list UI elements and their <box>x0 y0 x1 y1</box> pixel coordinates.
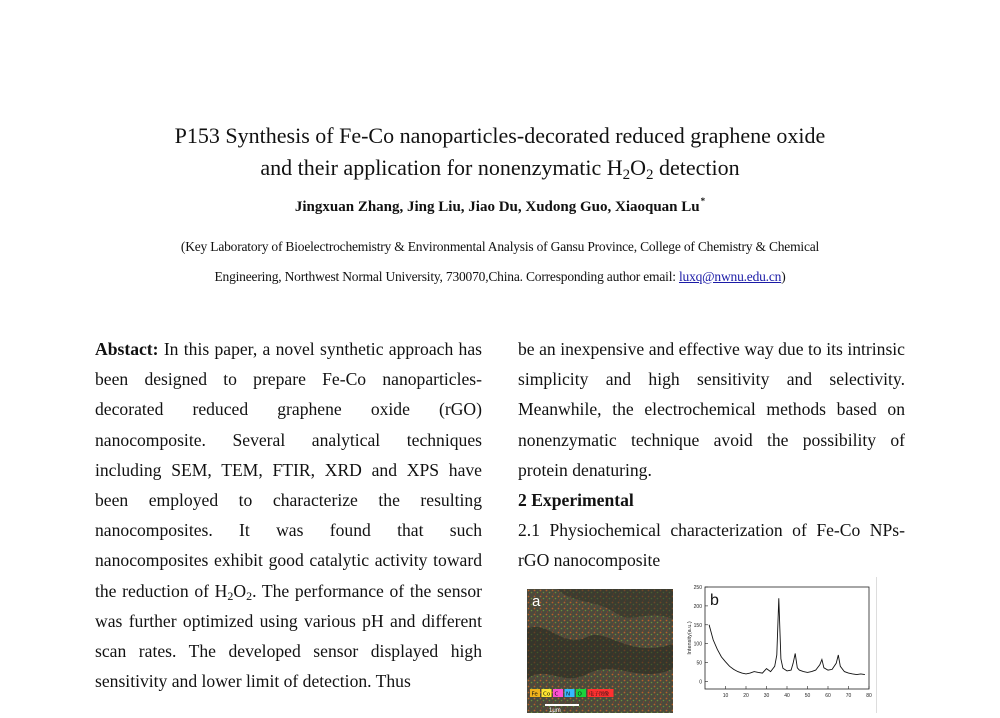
y-axis-label: Intensity(a.u.) <box>687 621 693 655</box>
oxygen-symbol: O <box>233 580 247 601</box>
affiliation-close: ) <box>781 269 786 284</box>
legend-label: N <box>566 691 571 698</box>
corresponding-mark: * <box>700 196 706 206</box>
subscript: 2 <box>246 588 253 603</box>
title-line-1: P153 Synthesis of Fe-Co nanoparticles-decorated reduced graphene oxide <box>174 123 826 148</box>
panel-label-a: a <box>532 593 541 610</box>
abstract-label: Abstact: <box>95 339 159 359</box>
affiliation-line-2 <box>0 262 1000 292</box>
x-tick-label: 70 <box>845 693 852 699</box>
title-subscript: 2 <box>622 167 631 183</box>
abstract-text-1: In this paper, a novel synthetic approach has been designed to prepare Fe-Co nanoparticles-decorated reduced graphene oxide (rGO) nanocomposite. Several analytical techniques including SEM, TEM, FTIR, XRD and XPS have been employed to characterize the resulting nanocomposites. It was found that such nanocomposites exhibit good catalytic activity toward the reduction of H <box>95 339 482 601</box>
sem-image-panel <box>527 589 673 713</box>
subsection-heading: 2.1 Physiochemical characterization of Fe-Co NPs-rGO nanocomposite <box>518 520 905 571</box>
xrd-series-line <box>709 598 865 674</box>
title-line-2 <box>0 152 1000 184</box>
y-tick-label: 100 <box>693 641 702 648</box>
element-legend <box>530 689 614 698</box>
legend-label: 电子图像 <box>589 691 610 698</box>
legend-label: O <box>577 691 582 698</box>
author-list <box>0 196 1000 216</box>
scale-bar-label: 1μm <box>549 708 561 713</box>
abstract-paragraph <box>95 334 482 696</box>
x-tick-label: 50 <box>804 693 811 699</box>
affiliation <box>0 232 1000 292</box>
title-subscript: 2 <box>646 167 654 183</box>
y-tick-label: 150 <box>693 622 702 629</box>
right-column <box>518 334 905 576</box>
panel-label-b: b <box>710 592 719 609</box>
title-line-2-text: and their application for nonenzymatic H <box>260 155 623 180</box>
title-line-2-end: detection <box>653 155 740 180</box>
x-tick-label: 60 <box>825 693 831 699</box>
y-tick-label: 0 <box>699 679 702 686</box>
x-tick-label: 80 <box>866 693 872 699</box>
xrd-chart-panel <box>683 577 877 713</box>
section-heading: 2 Experimental <box>518 490 634 511</box>
left-column <box>95 334 482 696</box>
xrd-chart <box>683 577 876 713</box>
y-tick-label: 250 <box>693 585 702 591</box>
legend-label: Fe <box>531 691 538 698</box>
y-tick-label: 50 <box>696 660 702 667</box>
affiliation-line-2-text: Engineering, Northwest Normal University, 730070,China. Corresponding author email: <box>214 269 679 284</box>
x-tick-label: 30 <box>763 693 770 699</box>
email-link[interactable]: luxq@nwnu.edu.cn <box>678 269 782 284</box>
paper-title <box>0 120 1000 184</box>
plot-frame <box>705 587 869 689</box>
abstract-text-2: . The performance of the sensor was further optimized using various pH and different scan rates. The developed sensor displayed high sensitivity and lower limit of detection. Thus <box>95 580 483 692</box>
legend-label: C <box>554 691 559 698</box>
y-tick-label: 200 <box>693 603 702 610</box>
x-tick-label: 40 <box>784 693 790 699</box>
affiliation-line-1: (Key Laboratory of Bioelectrochemistry & Environmental Analysis of Gansu Province, College of Chemistry & Chemical <box>180 239 820 254</box>
subscript: 2 <box>227 588 234 603</box>
legend-label: Co <box>543 691 551 698</box>
x-tick-label: 10 <box>722 693 729 699</box>
x-tick-label: 20 <box>743 693 749 699</box>
authors-text: Jingxuan Zhang, Jing Liu, Jiao Du, Xudong Guo, Xiaoquan Lu <box>294 199 700 215</box>
intro-paragraph: be an inexpensive and effective way due to its intrinsic simplicity and high sensitivity and selectivity. Meanwhile, the electrochemical methods based on nonenzymatic technique avoid the possibility of protein denaturing. <box>518 339 905 480</box>
title-oxygen: O <box>630 155 646 180</box>
